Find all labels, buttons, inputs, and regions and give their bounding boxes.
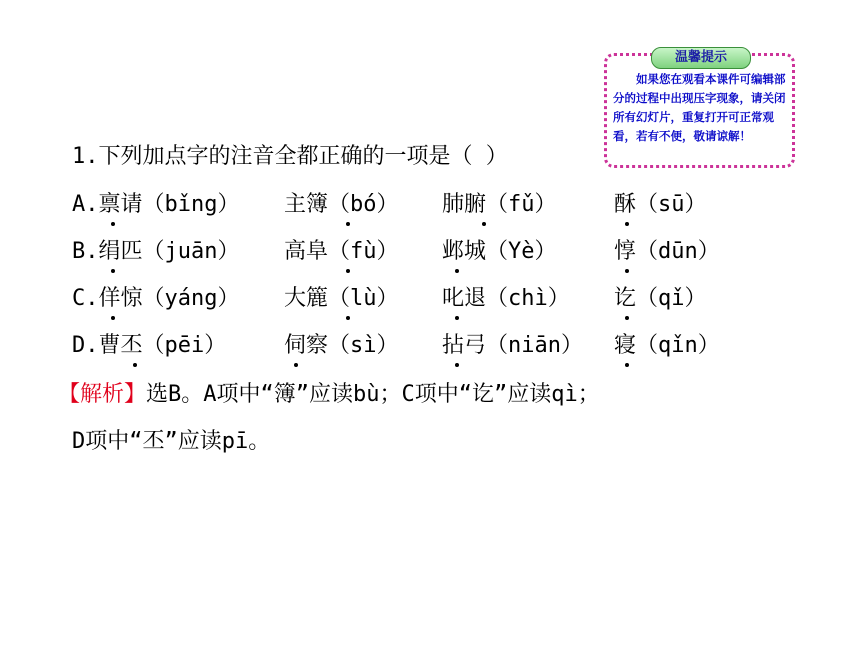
tip-body: 如果您在观看本课件可编辑部分的过程中出现压字现象，请关闭所有幻灯片，重复打开可正常观看，若有不便，敬请谅解！	[613, 72, 786, 143]
emphasis-dot	[625, 222, 629, 226]
option-c-item-1: C.佯惊（yáng）	[72, 286, 240, 311]
option-b-item-1: B.绢匹（juān）	[72, 239, 240, 264]
analysis-line-2: D项中“丕”应读pī。	[72, 429, 271, 454]
option-d-item-4: 寝（qǐn）	[614, 333, 720, 358]
analysis-text-1: 选B。A项中“簿”应读bù；C项中“讫”应读qì；	[146, 382, 600, 407]
emphasis-dot	[111, 316, 115, 320]
option-c-item-2: 大簏（lù）	[284, 286, 399, 311]
emphasis-dot	[111, 269, 115, 273]
emphasis-dot	[346, 269, 350, 273]
emphasis-dot	[294, 363, 298, 367]
option-c-item-4: 讫（qǐ）	[614, 286, 707, 311]
tip-title: 温馨提示	[651, 47, 751, 69]
emphasis-dot	[625, 269, 629, 273]
option-d-item-2: 伺察（sì）	[284, 333, 399, 358]
emphasis-dot	[346, 222, 350, 226]
emphasis-dot	[346, 316, 350, 320]
option-d-item-1: D.曹丕（pēi）	[72, 333, 227, 358]
emphasis-dot	[482, 222, 486, 226]
analysis-label: 【解析】	[58, 382, 147, 407]
option-b-item-2: 高阜（fù）	[284, 239, 399, 264]
question-stem: 1.下列加点字的注音全都正确的一项是（ ）	[72, 144, 508, 169]
option-d-item-3: 拈弓（niān）	[442, 333, 583, 358]
option-a-item-3: 肺腑（fǔ）	[442, 192, 557, 217]
emphasis-dot	[625, 316, 629, 320]
option-a-item-2: 主簿（bó）	[284, 192, 399, 217]
analysis-line-1	[58, 380, 600, 410]
option-a-item-4: 酥（sū）	[614, 192, 707, 217]
emphasis-dot	[455, 269, 459, 273]
emphasis-dot	[133, 363, 137, 367]
emphasis-dot	[455, 316, 459, 320]
tip-box	[604, 50, 795, 168]
option-c-item-3: 叱退（chì）	[442, 286, 570, 311]
option-b-item-4: 惇（dūn）	[614, 239, 720, 264]
emphasis-dot	[455, 363, 459, 367]
emphasis-dot	[625, 363, 629, 367]
emphasis-dot	[111, 222, 115, 226]
option-a-item-1: A.禀请（bǐng）	[72, 192, 240, 217]
option-b-item-3: 邺城（Yè）	[442, 239, 557, 264]
